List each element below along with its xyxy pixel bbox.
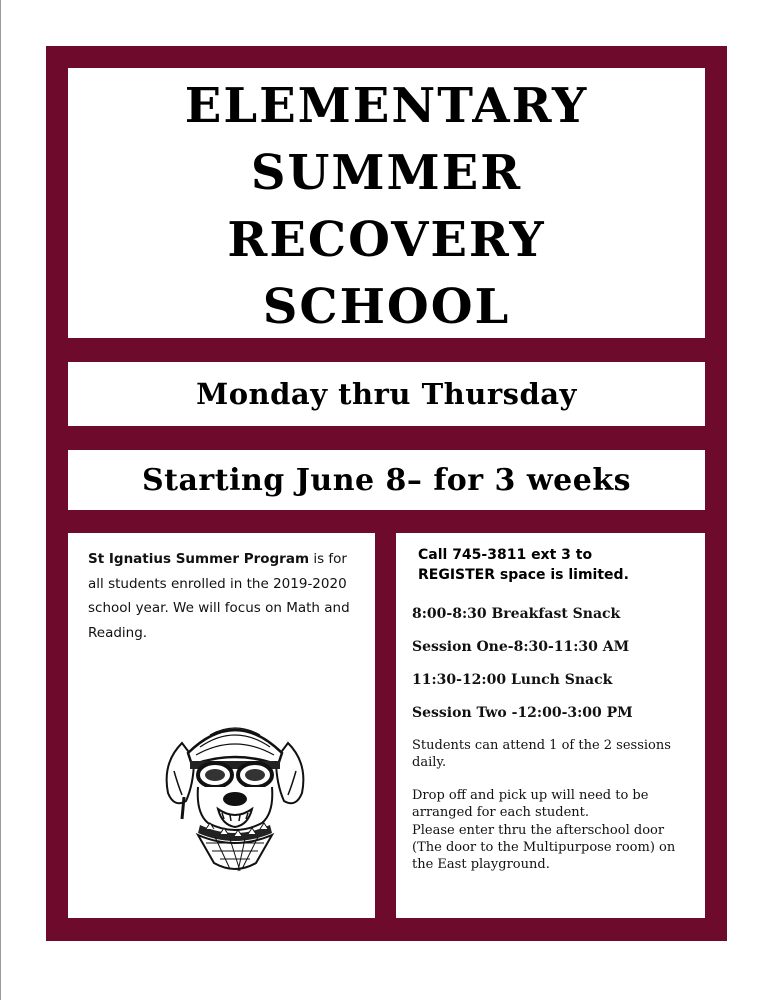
title-line-3: RECOVERY — [227, 212, 546, 268]
title-line-2: SUMMER — [250, 145, 523, 201]
attend-note: Students can attend 1 of the 2 sessions daily. — [412, 738, 671, 770]
title-line-4: SCHOOL — [262, 279, 511, 335]
flyer-frame — [46, 46, 727, 941]
schedule-item-breakfast: 8:00-8:30 Breakfast Snack — [412, 606, 621, 622]
title-panel — [68, 68, 705, 338]
divider-bar — [377, 579, 396, 857]
program-info-panel — [68, 533, 375, 918]
title-line-1: ELEMENTARY — [184, 78, 589, 134]
call-line-1: Call 745-3811 ext 3 to — [418, 547, 593, 563]
flyer-title — [68, 68, 705, 341]
start-text: Starting June 8– for 3 weeks — [141, 462, 632, 498]
days-text: Monday thru Thursday — [196, 377, 577, 411]
call-line-2: REGISTER space is limited. — [418, 567, 629, 583]
program-name: St Ignatius Summer Program — [88, 551, 310, 567]
page-edge-line — [0, 0, 1, 1000]
schedule-item-session-one: Session One-8:30-11:30 AM — [412, 639, 630, 655]
schedule-item-lunch: 11:30-12:00 Lunch Snack — [412, 672, 613, 688]
bulldog-aviator-icon — [160, 713, 310, 873]
start-banner — [68, 450, 705, 510]
program-description: is for all students enrolled in the 2019-2020 school year. We will focus on Math and Reading. — [88, 551, 350, 641]
program-intro — [88, 547, 358, 645]
dropoff-note: Drop off and pick up will need to be arranged for each student. — [412, 788, 649, 820]
days-banner — [68, 362, 705, 426]
register-callout — [418, 545, 698, 585]
schedule-item-session-two: Session Two -12:00-3:00 PM — [412, 705, 633, 721]
door-note: Please enter thru the afterschool door (The door to the Multipurpose room) on the East playground. — [412, 823, 676, 872]
schedule-panel — [396, 533, 705, 918]
